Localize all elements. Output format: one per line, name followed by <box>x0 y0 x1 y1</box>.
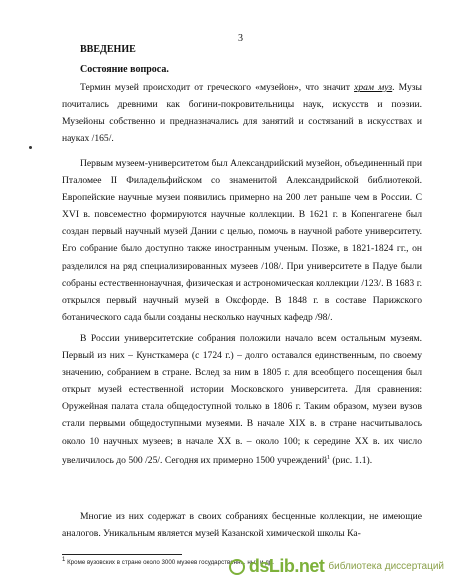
paragraph-1-text-b: . Музы почитались древними как богини-покровительницы наук, искусств и поэзии. Музейоны собственно и предназначались для занятий и состязаний в искусствах и науках /165/. <box>62 82 423 145</box>
watermark <box>229 556 444 577</box>
paragraph-4: Многие из них содержат в своих собраниях бесценные коллекции, не имеющие аналогов. Уникальным является музей Казанской химической школы Ка- <box>62 511 422 540</box>
paragraph-3 <box>62 330 422 469</box>
footnote-text: Кроме вузовских в стране около 3000 музеев государственн... ных и др. <box>67 559 274 567</box>
paragraph-3-text-b: (рис. 1.1). <box>329 454 373 466</box>
page-number: 3 <box>238 33 243 44</box>
footnote-reference: 1 <box>326 454 330 461</box>
paragraph-1-text-a: Термин музей происходит от греческого «музейон», что значит <box>80 82 355 93</box>
paragraph-1-emphasis: храм муз <box>354 82 393 93</box>
margin-dot <box>29 146 32 149</box>
watermark-logo-icon <box>229 559 245 575</box>
paragraph-1 <box>62 79 422 147</box>
watermark-logo: dsLib.net <box>248 556 325 576</box>
paragraph-2: Первым музеем-университетом был Александрийский музейон, объединенный при Пталомее II Филадельфийском со знаменитой Александрийской библиотекой. Европейские научные музеи появились примерно на 200 лет раньше чем в России. С XVI в. повсеместно формируются научные коллекции. В 1621 г. в Копенгагене был создан первый научный музей Дании с целью, помочь в научной работе университету. Его собрание было доступно также иностранным ученым. Позже, в 1821-1824 гг., он разделился на ряд специализированных музеев /108/. При университете в Падуе были собраны естественнонаучная, физическая и астрономическая коллекции /123/. В 1683 г. открылся первый научный музей в Оксфорде. В 1848 г. в составе Парижского ботанического сада были созданы несколько научных кафедр /98/. <box>62 158 422 323</box>
footnote-divider <box>62 554 182 555</box>
subsection-heading: Состояние вопроса. <box>80 64 169 75</box>
section-heading-introduction: ВВЕДЕНИЕ <box>80 44 136 55</box>
paragraph-3-text-a: В России университетские собрания положили начало всем остальным музеям. Первый из них – Кунсткамера (с 1724 г.) – долго оставался единственным, по своему значению, собранием в стране. Вслед за ним в 1805 г. для всеобщего посещения был открыт музей естественной истории Московского университета. Для сравнения: Оружейная палата стала общедоступной только в 1806 г. Таким образом, музеи вузов стали первыми общедоступными музеями. В начале XIX в. в стране насчитывалось около 10 научных музеев; в начале XX в. – около 100; к середине XX в. их число увеличилось до 500 /25/. Сегодня их примерно 1500 учреждений <box>62 333 422 466</box>
footnote-marker: 1 <box>62 557 66 563</box>
watermark-tagline: библиотека диссертаций <box>328 561 444 572</box>
